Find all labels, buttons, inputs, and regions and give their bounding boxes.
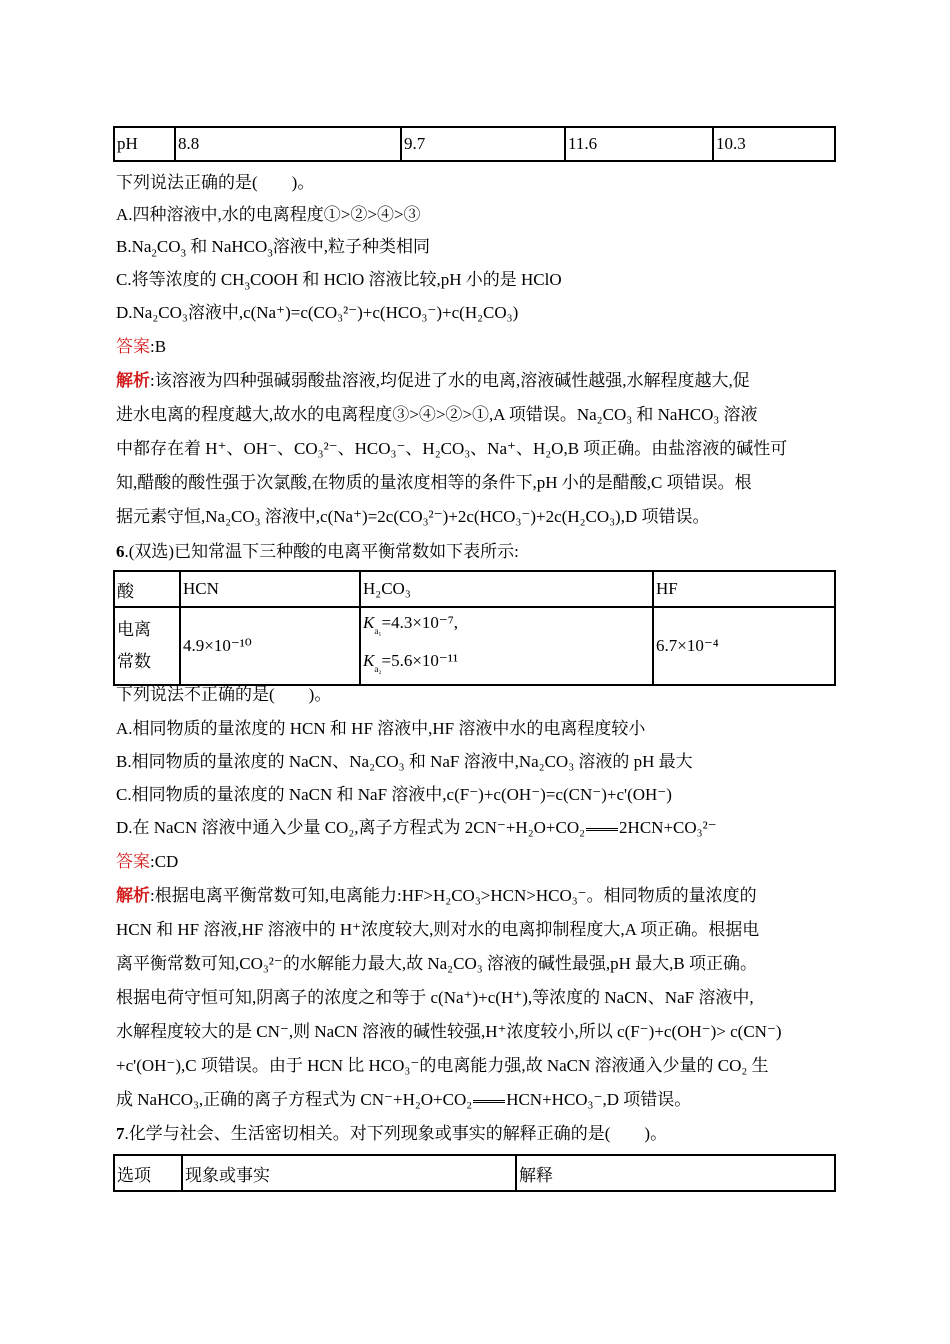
q6-stem: [116, 541, 519, 563]
q5-stem: 下列说法正确的是( )。: [116, 173, 315, 192]
q7-table: [113, 1154, 836, 1192]
q6-stem2: 下列说法不正确的是( )。: [116, 685, 332, 704]
row-label: 常数: [117, 652, 151, 671]
q6-option-b: B.相同物质的量浓度的 NaCN、Na₂CO₃ 和 NaF 溶液中,Na₂CO₃ 溶液的 pH 最大: [116, 752, 693, 771]
table-header-cell: HCN: [180, 571, 360, 607]
text: 溶液中,粒子种类相同: [272, 237, 431, 256]
table-cell: [114, 607, 180, 685]
q5-analysis-line: [116, 370, 750, 392]
answer-value: :CD: [150, 852, 179, 871]
ph-table: [113, 126, 836, 162]
text: =4.3×10⁻⁷,: [381, 613, 459, 632]
q5-analysis-line: 进水电离的程度越大,故水的电离程度③>④>②>①,A 项错误。Na₂CO₃ 和 NaHCO₃ 溶液: [116, 405, 758, 424]
ka1-value: [363, 608, 650, 646]
q6-option-c: C.相同物质的量浓度的 NaCN 和 NaF 溶液中,c(F⁻)+c(OH⁻)=c(CN⁻)+c'(OH⁻): [116, 785, 672, 804]
q6-analysis-line: 离平衡常数可知,CO₃²⁻的水解能力最大,故 Na₂CO₃ 溶液的碱性最强,pH 最大,B 项正确。: [116, 954, 758, 973]
q5-analysis-line: 中都存在着 H⁺、OH⁻、CO₃²⁻、HCO₃⁻、H₂CO₃、Na⁺、H₂O,B 项正确。由盐溶液的碱性可: [116, 439, 788, 458]
q5-analysis-line: 据元素守恒,Na₂CO₃ 溶液中,c(Na⁺)=2c(CO₃²⁻)+2c(HCO₃⁻)+2c(H₂CO₃),D 项错误。: [116, 507, 710, 526]
question-number: 7: [116, 1124, 125, 1143]
text: D.在 NaCN 溶液中通入少量 CO₂,离子方程式为 2CN⁻+H₂O+CO₂: [116, 818, 586, 837]
q6-analysis-line: 水解程度较大的是 CN⁻,则 NaCN 溶液的碱性较强,H⁺浓度较小,所以 c(F⁻)+c(OH⁻)> c(CN⁻): [116, 1022, 782, 1041]
k-subscript: a₁: [374, 626, 382, 636]
k-symbol: K: [363, 613, 375, 632]
table-header-cell: 现象或事实: [182, 1155, 516, 1191]
analysis-label: 解析: [116, 371, 150, 390]
ionization-constant-table: [113, 570, 836, 686]
table-header-cell: 选项: [114, 1155, 182, 1191]
q7-stem: [116, 1123, 667, 1145]
text: B.Na: [116, 237, 152, 256]
text: CO: [156, 237, 181, 256]
q6-analysis-line: [116, 885, 757, 907]
q5-answer: [116, 336, 166, 358]
table-header-cell: H₂CO₃: [360, 571, 653, 607]
text: .(双选)已知常温下三种酸的电离平衡常数如下表所示:: [124, 542, 519, 561]
text: :根据电离平衡常数可知,电离能力:HF>H₂CO₃>HCN>HCO₃⁻。相同物质的量浓度的: [150, 886, 757, 905]
question-number: 6: [116, 542, 125, 561]
table-header-cell: 解释: [516, 1155, 835, 1191]
analysis-label: 解析: [116, 886, 150, 905]
table-cell: 8.8: [175, 127, 401, 161]
q5-option-d: D.Na₂CO₃溶液中,c(Na⁺)=c(CO₃²⁻)+c(HCO₃⁻)+c(H₂CO₃): [116, 303, 519, 322]
table-cell: 10.3: [713, 127, 835, 161]
answer-label: 答案: [116, 337, 150, 356]
table-row: [114, 1155, 835, 1191]
table-cell: 9.7: [401, 127, 565, 161]
table-cell: [360, 607, 653, 685]
text: HCN+HCO₃⁻,D 项错误。: [506, 1090, 692, 1109]
q6-option-d: [116, 817, 717, 839]
text: :该溶液为四种强碱弱酸盐溶液,均促进了水的电离,溶液碱性越强,水解程度越大,促: [150, 371, 750, 390]
table-row: [114, 127, 835, 161]
text: 成 NaHCO₃,正确的离子方程式为 CN⁻+H₂O+CO₂: [116, 1090, 473, 1109]
text: .化学与社会、生活密切相关。对下列现象或事实的解释正确的是( )。: [124, 1124, 668, 1143]
equals-sign: [473, 1100, 505, 1103]
q6-answer: [116, 851, 178, 873]
row-label: 电离: [117, 620, 151, 639]
q5-analysis-line: 知,醋酸的酸性强于次氯酸,在物质的量浓度相等的条件下,pH 小的是醋酸,C 项错误。根: [116, 473, 752, 492]
answer-label: 答案: [116, 852, 150, 871]
q6-analysis-line: 根据电荷守恒可知,阴离子的浓度之和等于 c(Na⁺)+c(H⁺),等浓度的 NaCN、NaF 溶液中,: [116, 988, 754, 1007]
ka2-value: [363, 646, 650, 684]
answer-value: :B: [150, 337, 167, 356]
k-symbol: K: [363, 651, 375, 670]
text: 和 NaHCO: [190, 237, 268, 256]
table-cell: 6.7×10⁻⁴: [653, 607, 835, 685]
table-row: [114, 571, 835, 607]
q5-option-c: C.将等浓度的 $CH_3COOH$ 和 HClO 溶液比较,pH 小的是 HClO: [116, 270, 562, 293]
q6-analysis-line: HCN 和 HF 溶液,HF 溶液中的 H⁺浓度较大,则对水的电离抑制程度大,A 项正确。根据电: [116, 920, 760, 939]
equals-sign: [586, 828, 618, 831]
q6-analysis-line: [116, 1089, 691, 1111]
text: COOH 和 HClO 溶液比较,pH 小的是 HClO: [249, 270, 562, 289]
text: =5.6×10⁻¹¹: [381, 651, 459, 670]
table-cell: 11.6: [565, 127, 713, 161]
table-row: [114, 607, 835, 685]
q5-option-a: A.四种溶液中,水的电离程度①>②>④>③: [116, 205, 421, 224]
q6-option-a: A.相同物质的量浓度的 HCN 和 HF 溶液中,HF 溶液中水的电离程度较小: [116, 719, 646, 738]
table-header-cell: 酸: [114, 571, 180, 607]
text: C.将等浓度的 CH: [116, 270, 245, 289]
q5-option-b: $B.Na_2CO_3$ 和 NaHCO$_3$溶液中,粒子种类相同: [116, 237, 431, 260]
text: 2HCN+CO₃²⁻: [619, 818, 717, 837]
k-subscript: a₂: [374, 664, 382, 674]
q6-analysis-line: +c'(OH⁻),C 项错误。由于 HCN 比 HCO₃⁻的电离能力强,故 NaCN 溶液通入少量的 CO₂ 生: [116, 1056, 769, 1075]
table-cell: pH: [114, 127, 175, 161]
table-cell: 4.9×10⁻¹⁰: [180, 607, 360, 685]
table-header-cell: HF: [653, 571, 835, 607]
